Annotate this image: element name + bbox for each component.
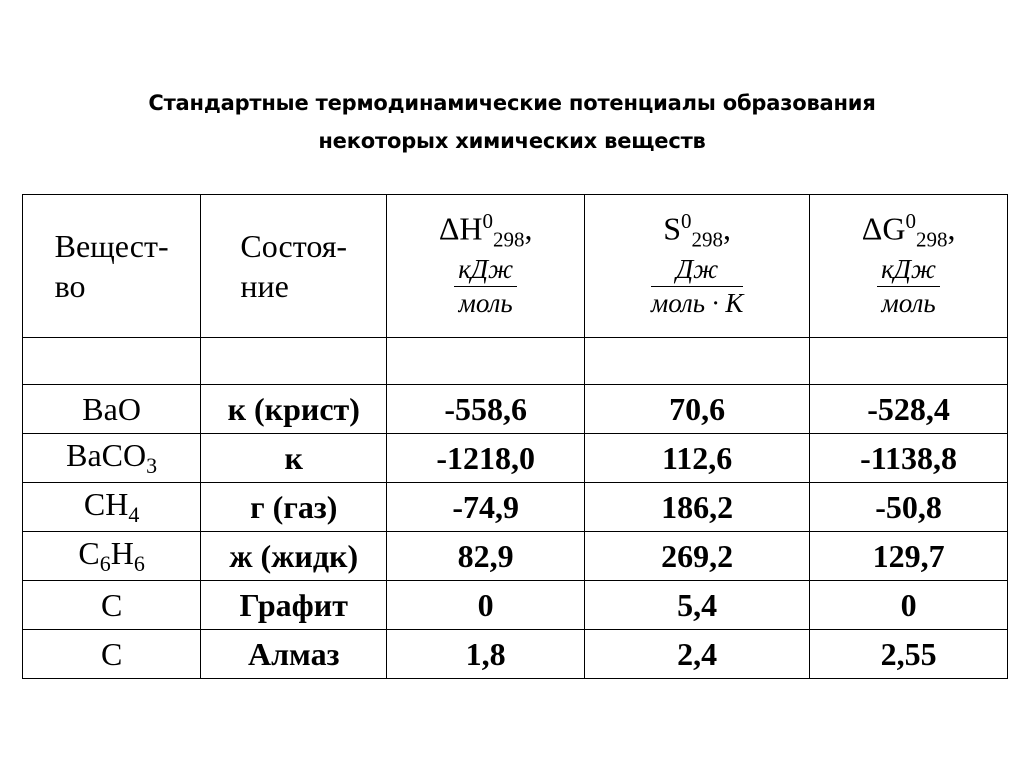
- cell-substance: $CH_4$: [23, 483, 201, 532]
- header-entropy: [585, 195, 810, 338]
- cell-entropy: 70,6: [585, 385, 810, 434]
- cell-substance: $C_6H_6$: [23, 532, 201, 581]
- potentials-table: [22, 194, 1008, 679]
- cell-gibbs: 0: [810, 581, 1008, 630]
- cell-substance: C: [23, 630, 201, 679]
- entropy-unit: $\frac{Дж}{\text{моль · К}}$: [650, 254, 744, 319]
- cell-enthalpy: 1,8: [387, 630, 585, 679]
- cell-enthalpy: 0: [387, 581, 585, 630]
- cell-state: г (газ): [201, 483, 387, 532]
- title-line-1: Стандартные термодинамические потенциалы образования: [148, 91, 876, 115]
- cell-state: ж (жидк): [201, 532, 387, 581]
- cell-substance: BaO: [23, 385, 201, 434]
- cell-gibbs: -528,4: [810, 385, 1008, 434]
- cell-entropy: 269,2: [585, 532, 810, 581]
- cell-enthalpy: 82,9: [387, 532, 585, 581]
- cell-state: к (крист): [201, 385, 387, 434]
- cell-gibbs: -50,8: [810, 483, 1008, 532]
- blank-row: [23, 338, 1008, 385]
- cell-gibbs: 129,7: [810, 532, 1008, 581]
- cell-gibbs: -1138,8: [810, 434, 1008, 483]
- cell-enthalpy: -1218,0: [387, 434, 585, 483]
- title-line-2: некоторых химических веществ: [318, 129, 706, 153]
- table-row: [23, 532, 1008, 581]
- table-row: [23, 385, 1008, 434]
- header-gibbs: [810, 195, 1008, 338]
- cell-entropy: 5,4: [585, 581, 810, 630]
- header-state-line1: Состоя-: [240, 228, 348, 264]
- header-enthalpy: [387, 195, 585, 338]
- header-state-line2: ние: [240, 268, 289, 304]
- cell-state: Графит: [201, 581, 387, 630]
- enthalpy-unit: $\frac{\text{кДж}}{\text{моль}}$: [454, 256, 517, 317]
- cell-enthalpy: -558,6: [387, 385, 585, 434]
- gibbs-unit: $\frac{\text{кДж}}{\text{моль}}$: [877, 256, 940, 317]
- cell-state: к: [201, 434, 387, 483]
- cell-entropy: 2,4: [585, 630, 810, 679]
- cell-entropy: 112,6: [585, 434, 810, 483]
- cell-enthalpy: -74,9: [387, 483, 585, 532]
- enthalpy-symbol: $\Delta H^0_{298}$,: [438, 208, 533, 252]
- entropy-symbol: $S^0_{298}$,: [663, 208, 732, 252]
- table-row: [23, 581, 1008, 630]
- header-substance-line1: Вещест-: [54, 228, 169, 264]
- cell-substance: C: [23, 581, 201, 630]
- table-row: [23, 434, 1008, 483]
- table-row: [23, 630, 1008, 679]
- cell-gibbs: 2,55: [810, 630, 1008, 679]
- header-substance: [23, 195, 201, 338]
- cell-entropy: 186,2: [585, 483, 810, 532]
- header-row: [23, 195, 1008, 338]
- gibbs-symbol: $\Delta G^0_{298}$,: [861, 208, 956, 252]
- page-title: [0, 84, 1024, 160]
- header-state: [201, 195, 387, 338]
- cell-state: Алмаз: [201, 630, 387, 679]
- cell-substance: BaCO$_3$: [23, 434, 201, 483]
- header-substance-line2: во: [54, 268, 86, 304]
- table-row: [23, 483, 1008, 532]
